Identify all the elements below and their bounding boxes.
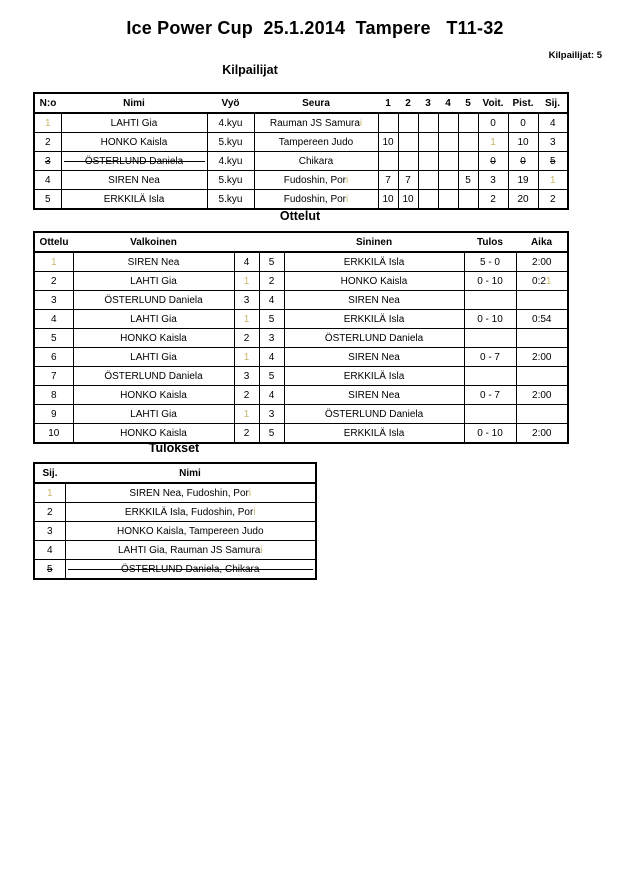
ottelut-row <box>34 367 568 386</box>
cell-blue-no: 3 <box>259 405 284 424</box>
ottelut-row <box>34 310 568 329</box>
kilpailijat-row <box>34 171 568 190</box>
col-header-round-2: 2 <box>398 93 418 113</box>
col-header-voit: Voit. <box>478 93 508 113</box>
cell-white-no: 3 <box>234 291 259 310</box>
cell-valkoinen: HONKO Kaisla <box>73 329 234 348</box>
cell-pist: 0 <box>508 113 538 133</box>
cell-ottelu: 7 <box>34 367 73 386</box>
cell-ottelu: 9 <box>34 405 73 424</box>
cell-aika: 2:00 <box>516 252 568 272</box>
cell-sij: 2 <box>538 190 568 210</box>
cell-round-2 <box>398 133 418 152</box>
cell-round-4 <box>438 152 458 171</box>
cell-sij: 2 <box>34 503 65 522</box>
col-header-blue-no <box>259 232 284 252</box>
cell-pist: 19 <box>508 171 538 190</box>
col-header-no: N:o <box>34 93 61 113</box>
ottelut-row <box>34 405 568 424</box>
section-title-ottelut: Ottelut <box>279 209 321 223</box>
cell-round-3 <box>418 190 438 210</box>
cell-ottelu: 4 <box>34 310 73 329</box>
ottelut-table <box>33 231 569 444</box>
col-header-round-4: 4 <box>438 93 458 113</box>
cell-round-4 <box>438 133 458 152</box>
cell-round-5 <box>458 133 478 152</box>
cell-round-4 <box>438 171 458 190</box>
cell-tulos <box>464 367 516 386</box>
cell-round-3 <box>418 133 438 152</box>
cell-tulos: 0 - 7 <box>464 348 516 367</box>
cell-ottelu: 6 <box>34 348 73 367</box>
cell-vyo: 4.kyu <box>207 152 254 171</box>
ottelut-row <box>34 329 568 348</box>
kilpailijat-body <box>34 113 568 209</box>
cell-white-no <box>234 348 259 367</box>
cell-ottelu: 2 <box>34 272 73 291</box>
cell-tulos: 0 - 10 <box>464 272 516 291</box>
cell-seura: Fudoshin, Pori <box>254 190 378 210</box>
kilpailijat-row <box>34 133 568 152</box>
cell-blue-no: 2 <box>259 272 284 291</box>
cell-valkoinen: LAHTI Gia <box>73 272 234 291</box>
cell-round-5 <box>458 113 478 133</box>
pale-trailing-glyph: i <box>359 117 363 129</box>
tulokset-row <box>34 503 316 522</box>
cell-round-2: 7 <box>398 171 418 190</box>
pale-trailing-glyph: i <box>260 544 263 556</box>
cell-no: 3 <box>34 152 61 171</box>
cell-voit: 0 <box>478 113 508 133</box>
cell-sij: 3 <box>34 522 65 541</box>
cell-sininen: HONKO Kaisla <box>284 272 464 291</box>
cell-round-1: 10 <box>378 190 398 210</box>
cell-sij: 4 <box>34 541 65 560</box>
page-title: Ice Power Cup 25.1.2014 Tampere T11-32 <box>126 18 504 38</box>
cell-blue-no: 5 <box>259 367 284 386</box>
tulokset-body <box>34 483 316 579</box>
cell-tulos <box>464 405 516 424</box>
cell-nimi: ÖSTERLUND Daniela, Chikara <box>65 560 316 580</box>
col-header-seura: Seura <box>254 93 378 113</box>
cell-aika <box>516 291 568 310</box>
cell-tulos <box>464 291 516 310</box>
cell-sininen: SIREN Nea <box>284 386 464 405</box>
ottelut-header-row <box>34 232 568 252</box>
col-header-nimi: Nimi <box>65 463 316 483</box>
cell-vyo: 4.kyu <box>207 113 254 133</box>
cell-tulos: 5 - 0 <box>464 252 516 272</box>
cell-sininen: ÖSTERLUND Daniela <box>284 329 464 348</box>
pale-trailing-glyph: i <box>346 193 349 205</box>
tulokset-row <box>34 560 316 580</box>
pale-trailing-glyph: 1 <box>545 275 552 287</box>
pale-trailing-glyph: i <box>253 506 256 518</box>
cell-white-no <box>234 405 259 424</box>
tulokset-row <box>34 541 316 560</box>
cell-blue-no: 4 <box>259 291 284 310</box>
cell-aika <box>516 329 568 348</box>
cell-sij <box>538 171 568 190</box>
kilpailijat-table <box>33 92 569 210</box>
section-title-tulokset: Tulokset <box>148 441 200 455</box>
cell-ottelu: 10 <box>34 424 73 444</box>
cell-sij: 5 <box>34 560 65 580</box>
cell-aika <box>516 367 568 386</box>
cell-vyo: 5.kyu <box>207 133 254 152</box>
ottelut-row <box>34 272 568 291</box>
pale-trailing-glyph: 1 <box>44 117 51 129</box>
cell-nimi: HONKO Kaisla, Tampereen Judo <box>65 522 316 541</box>
ottelut-body <box>34 252 568 443</box>
cell-white-no: 2 <box>234 329 259 348</box>
cell-round-3 <box>418 113 438 133</box>
ottelut-row <box>34 348 568 367</box>
cell-blue-no: 5 <box>259 424 284 444</box>
cell-valkoinen: ÖSTERLUND Daniela <box>73 367 234 386</box>
cell-sij: 5 <box>538 152 568 171</box>
cell-nimi: SIREN Nea <box>61 171 207 190</box>
cell-nimi: LAHTI Gia <box>61 113 207 133</box>
cell-tulos: 0 - 10 <box>464 424 516 444</box>
cell-vyo: 5.kyu <box>207 171 254 190</box>
cell-round-1 <box>378 152 398 171</box>
cell-nimi: SIREN Nea, Fudoshin, Pori <box>65 483 316 503</box>
kilpailijat-row <box>34 152 568 171</box>
cell-valkoinen: SIREN Nea <box>73 252 234 272</box>
cell-white-no <box>234 272 259 291</box>
cell-aika: 2:00 <box>516 348 568 367</box>
cell-blue-no: 3 <box>259 329 284 348</box>
col-header-tulos: Tulos <box>464 232 516 252</box>
kilpailijat-row <box>34 113 568 133</box>
cell-sij <box>34 483 65 503</box>
cell-blue-no: 5 <box>259 310 284 329</box>
cell-voit: 2 <box>478 190 508 210</box>
cell-ottelu: 8 <box>34 386 73 405</box>
col-header-round-3: 3 <box>418 93 438 113</box>
cell-round-3 <box>418 171 438 190</box>
cell-pist: 20 <box>508 190 538 210</box>
cell-round-3 <box>418 152 438 171</box>
cell-tulos: 0 - 7 <box>464 386 516 405</box>
section-title-kilpailijat: Kilpailijat <box>222 63 278 77</box>
cell-round-5 <box>458 152 478 171</box>
cell-aika <box>516 405 568 424</box>
col-header-white-no <box>234 232 259 252</box>
col-header-pist: Pist. <box>508 93 538 113</box>
cell-round-1 <box>378 113 398 133</box>
ottelut-row <box>34 291 568 310</box>
cell-round-5 <box>458 190 478 210</box>
cell-seura: Fudoshin, Pori <box>254 171 378 190</box>
cell-valkoinen: ÖSTERLUND Daniela <box>73 291 234 310</box>
col-header-round-1: 1 <box>378 93 398 113</box>
col-header-nimi: Nimi <box>61 93 207 113</box>
cell-voit: 0 <box>478 152 508 171</box>
cell-sininen: ERKKILÄ Isla <box>284 424 464 444</box>
cell-no <box>34 113 61 133</box>
cell-round-2: 10 <box>398 190 418 210</box>
col-header-sininen: Sininen <box>284 232 464 252</box>
cell-no: 2 <box>34 133 61 152</box>
cell-sij: 3 <box>538 133 568 152</box>
cell-nimi: ERKKILÄ Isla <box>61 190 207 210</box>
ottelut-row <box>34 386 568 405</box>
tulokset-header-row <box>34 463 316 483</box>
cell-round-2 <box>398 113 418 133</box>
kilpailijat-header-row <box>34 93 568 113</box>
cell-nimi: ÖSTERLUND Daniela <box>61 152 207 171</box>
cell-blue-no: 5 <box>259 252 284 272</box>
cell-blue-no: 4 <box>259 348 284 367</box>
cell-valkoinen: LAHTI Gia <box>73 348 234 367</box>
cell-blue-no: 4 <box>259 386 284 405</box>
cell-tulos: 0 - 10 <box>464 310 516 329</box>
cell-sininen: ÖSTERLUND Daniela <box>284 405 464 424</box>
pale-trailing-glyph: i <box>248 487 252 499</box>
cell-tulos <box>464 329 516 348</box>
cell-pist: 0 <box>508 152 538 171</box>
pale-trailing-glyph: 1 <box>549 174 556 186</box>
pale-trailing-glyph: i <box>346 174 349 186</box>
cell-white-no <box>234 310 259 329</box>
cell-aika: 0:54 <box>516 310 568 329</box>
kilpailijat-row <box>34 190 568 210</box>
cell-nimi: ERKKILÄ Isla, Fudoshin, Pori <box>65 503 316 522</box>
col-header-valkoinen: Valkoinen <box>73 232 234 252</box>
cell-nimi: HONKO Kaisla <box>61 133 207 152</box>
cell-aika: 2:00 <box>516 424 568 444</box>
cell-sininen: ERKKILÄ Isla <box>284 367 464 386</box>
tulokset-row <box>34 522 316 541</box>
cell-nimi: LAHTI Gia, Rauman JS Samurai <box>65 541 316 560</box>
cell-voit <box>478 133 508 152</box>
pale-trailing-glyph: 1 <box>490 136 496 148</box>
cell-round-4 <box>438 190 458 210</box>
cell-white-no: 2 <box>234 424 259 444</box>
col-header-sij: Sij. <box>538 93 568 113</box>
pale-trailing-glyph: 1 <box>243 313 250 325</box>
cell-ottelu <box>34 252 73 272</box>
cell-pist: 10 <box>508 133 538 152</box>
cell-no: 5 <box>34 190 61 210</box>
cell-white-no: 2 <box>234 386 259 405</box>
cell-sij: 4 <box>538 113 568 133</box>
ottelut-row <box>34 252 568 272</box>
col-header-round-5: 5 <box>458 93 478 113</box>
cell-valkoinen: LAHTI Gia <box>73 310 234 329</box>
pale-trailing-glyph: 1 <box>243 275 250 287</box>
cell-round-4 <box>438 113 458 133</box>
cell-valkoinen: HONKO Kaisla <box>73 386 234 405</box>
col-header-ottelu: Ottelu <box>34 232 73 252</box>
cell-round-1: 7 <box>378 171 398 190</box>
cell-valkoinen: HONKO Kaisla <box>73 424 234 444</box>
cell-seura: Tampereen Judo <box>254 133 378 152</box>
pale-trailing-glyph: 1 <box>46 487 53 499</box>
cell-sininen: SIREN Nea <box>284 348 464 367</box>
cell-vyo: 5.kyu <box>207 190 254 210</box>
competitors-count-label: Kilpailijat: 5 <box>548 50 602 61</box>
tulokset-table <box>33 462 317 580</box>
col-header-vyo: Vyö <box>207 93 254 113</box>
cell-ottelu: 3 <box>34 291 73 310</box>
cell-voit: 3 <box>478 171 508 190</box>
cell-white-no: 3 <box>234 367 259 386</box>
col-header-sij: Sij. <box>34 463 65 483</box>
tulokset-row <box>34 483 316 503</box>
cell-white-no: 4 <box>234 252 259 272</box>
cell-round-2 <box>398 152 418 171</box>
cell-aika: 0:21 <box>516 272 568 291</box>
cell-ottelu: 5 <box>34 329 73 348</box>
cell-sininen: SIREN Nea <box>284 291 464 310</box>
cell-no: 4 <box>34 171 61 190</box>
cell-seura: Rauman JS Samurai <box>254 113 378 133</box>
pale-trailing-glyph: 1 <box>50 256 57 268</box>
cell-round-5: 5 <box>458 171 478 190</box>
cell-aika: 2:00 <box>516 386 568 405</box>
cell-round-1: 10 <box>378 133 398 152</box>
pale-trailing-glyph: 1 <box>243 351 250 363</box>
cell-sininen: ERKKILÄ Isla <box>284 310 464 329</box>
cell-valkoinen: LAHTI Gia <box>73 405 234 424</box>
cell-sininen: ERKKILÄ Isla <box>284 252 464 272</box>
pale-trailing-glyph: 1 <box>243 408 250 420</box>
col-header-aika: Aika <box>516 232 568 252</box>
cell-seura: Chikara <box>254 152 378 171</box>
